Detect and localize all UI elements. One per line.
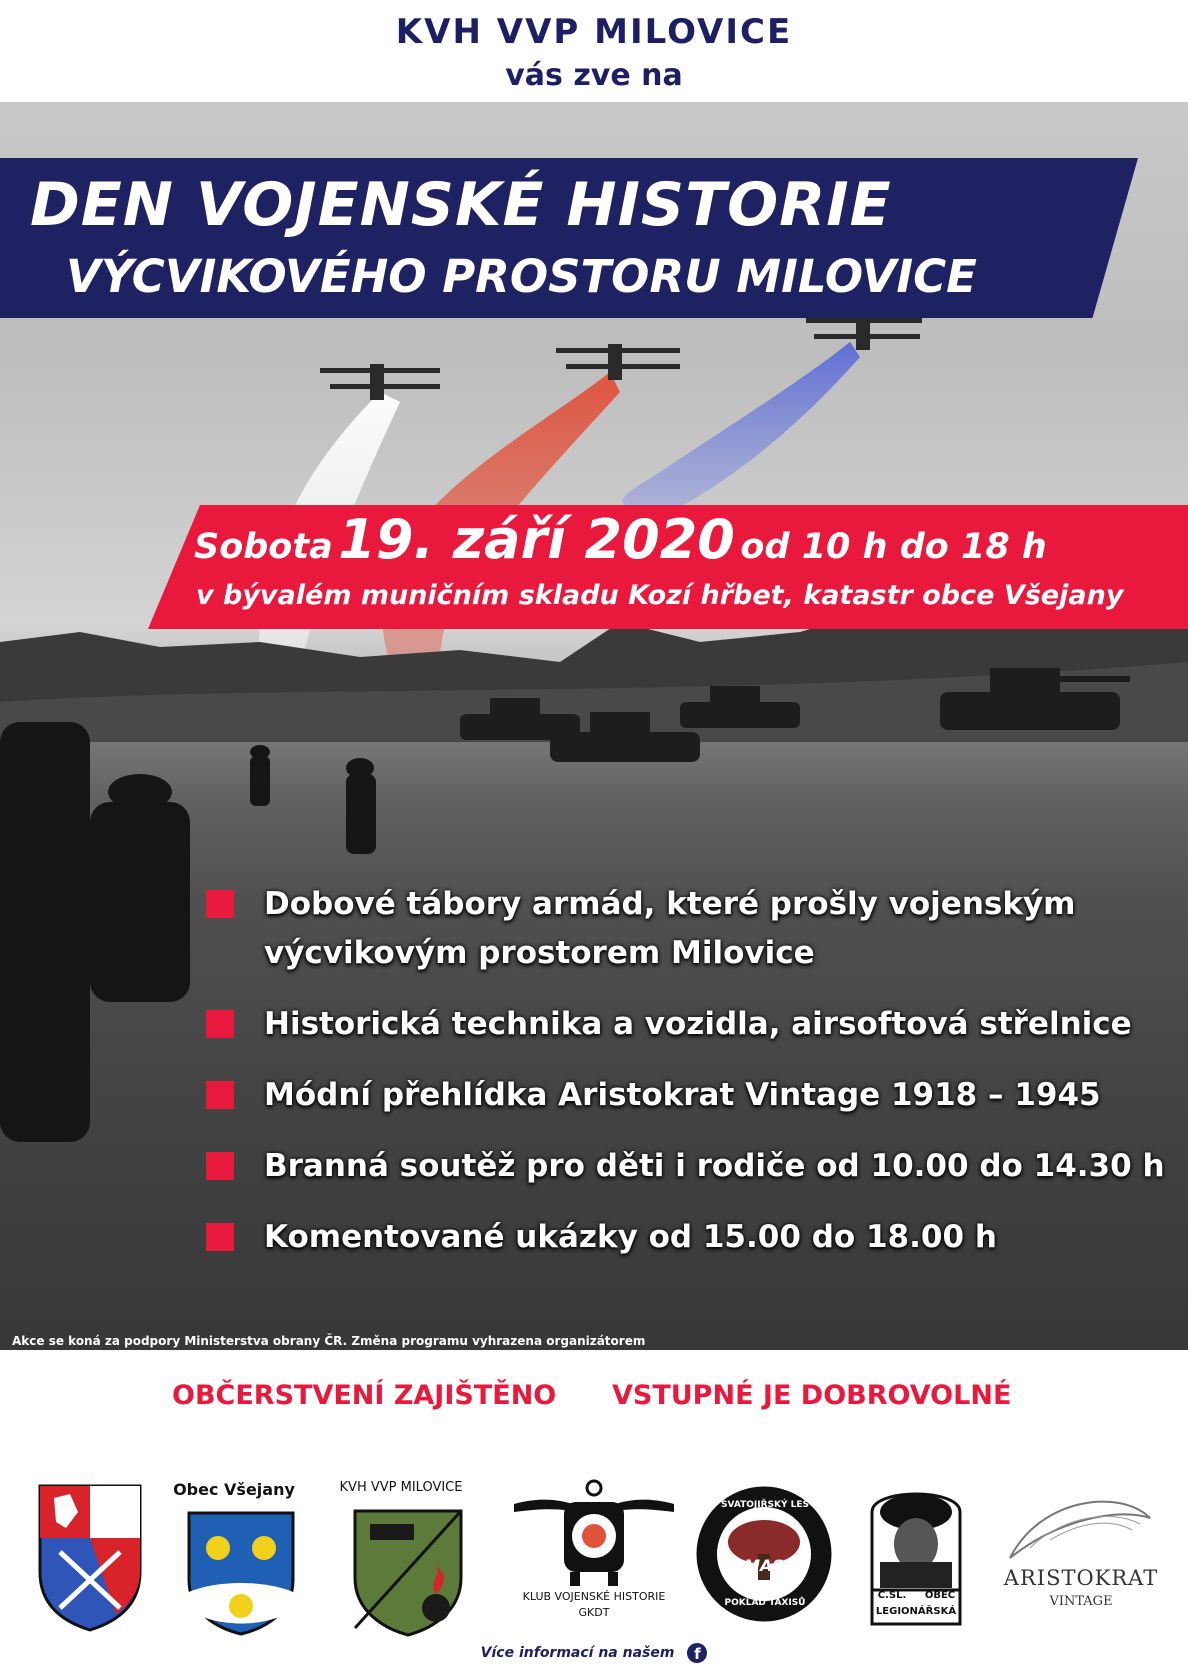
event-day: Sobota [194,527,333,567]
support-note: Akce se koná za podpory Ministerstva obrany ČR. Změna programu vyhrazena organizátorem [12,1334,646,1348]
mas-center-text: MAS [744,1556,784,1575]
klub-vojenske-historie-logo [504,1478,684,1588]
vsejany-coat-of-arms [186,1510,296,1636]
ministry-of-defence-logo [36,1482,144,1632]
biplane-3 [806,314,922,350]
red-square-bullet-icon [206,1152,234,1180]
list-item [206,1071,1166,1120]
event-date-line [194,508,1174,571]
program-item-text: Dobové tábory armád, které prošly vojenským výcvikovým prostorem Milovice [264,886,1076,971]
program-item-text: Historická technika a vozidla, airsoftová střelnice [264,1006,1132,1042]
legion-line3: LEGIONÁŘSKÁ [875,1606,957,1617]
partner-logos [0,1460,1188,1640]
event-venue: v bývalém muničním skladu Kozí hřbet, katastr obce Všejany [196,580,1124,611]
biplane-1 [320,364,440,400]
aristokrat-line2: VINTAGE [1049,1594,1113,1609]
facebook-icon[interactable]: f [687,1643,707,1663]
vsejany-caption: Obec Všejany [173,1480,295,1499]
event-subtitle: VÝCVIKOVÉHO PROSTORU MILOVICE [66,250,977,303]
kvh-vvp-milovice-logo [352,1508,464,1638]
kvh-caption: KVH VVP MILOVICE [339,1480,463,1495]
admission-notice: VSTUPNÉ JE DOBROVOLNÉ [612,1380,1012,1411]
header [0,0,1188,100]
red-square-bullet-icon [206,890,234,918]
biplane-2 [556,344,680,380]
footer [0,1643,1188,1663]
list-item [206,1000,1166,1049]
legion-line2: OBEC [924,1590,956,1601]
invite-text: vás zve na [505,58,683,93]
event-time: od 10 h do 18 h [740,527,1047,567]
organizer-name: KVH VVP MILOVICE [395,12,793,52]
event-title: DEN VOJENSKÉ HISTORIE [30,170,892,240]
list-item [206,1142,1166,1191]
legion-logo [866,1482,966,1626]
program-item-text: Komentované ukázky od 15.00 do 18.00 h [264,1219,997,1255]
red-square-bullet-icon [206,1223,234,1251]
program-item-text: Módní přehlídka Aristokrat Vintage 1918 – 1945 [264,1077,1101,1113]
list-item [206,1213,1166,1262]
program-item-text: Branná soutěž pro děti i rodiče od 10.00 do 14.30 h [264,1148,1165,1184]
mas-ring-bottom: POKLAD TAXISŮ [724,1598,806,1608]
list-item [206,880,1166,978]
aristokrat-line1: ARISTOKRAT [1003,1566,1159,1590]
aristokrat-wing-icon [1000,1488,1160,1568]
legion-line1: Č.SL. [877,1590,907,1601]
red-square-bullet-icon [206,1010,234,1038]
red-square-bullet-icon [206,1081,234,1109]
footer-text: Více informací na našem [480,1645,675,1661]
mas-ring-top: SVATOJIŘSKÝ LES [721,1500,809,1510]
refreshment-notice: OBČERSTVENÍ ZAJIŠTĚNO [172,1380,557,1411]
klub-caption-line2: GKDT [578,1606,610,1619]
program-list [206,880,1166,1284]
klub-caption-line1: KLUB VOJENSKÉ HISTORIE [522,1590,666,1603]
event-date: 19. září 2020 [338,508,735,571]
